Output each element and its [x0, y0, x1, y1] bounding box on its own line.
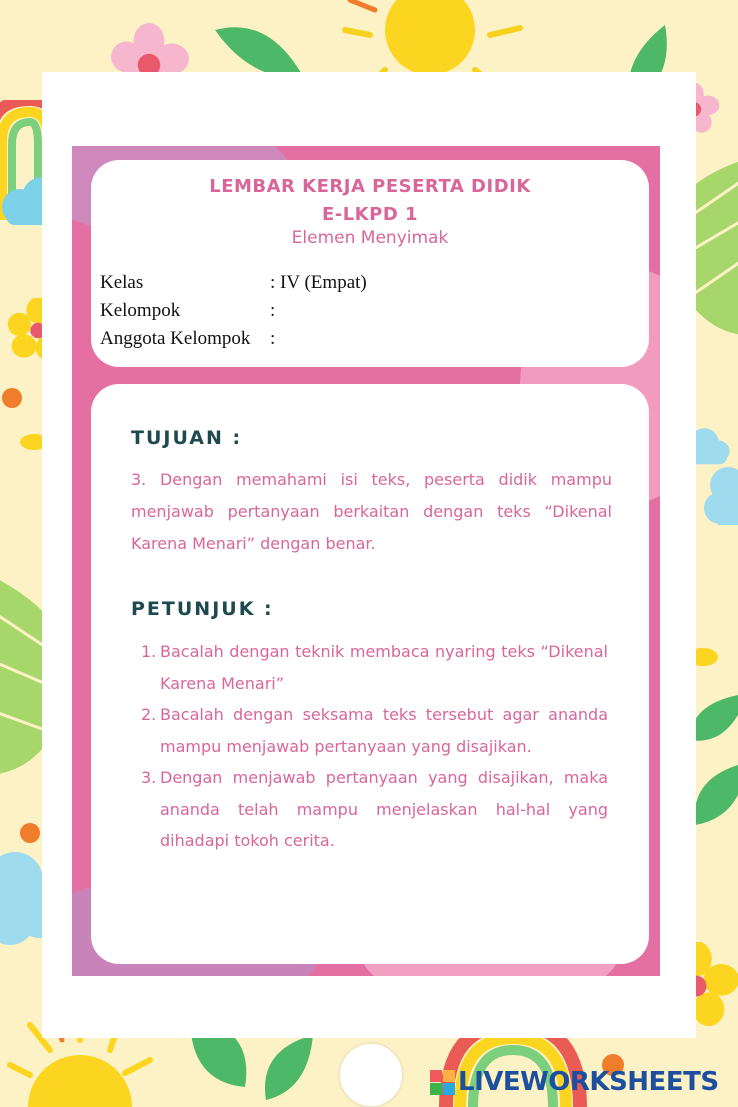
- info-row-kelas: [100, 272, 367, 294]
- orange-dot: [20, 823, 40, 843]
- cloud-blue-icon: [698, 460, 738, 530]
- tujuan-heading: TUJUAN :: [131, 427, 243, 449]
- list-item: 2. Bacalah dengan seksama teks tersebut agar ananda mampu menjawab pertanyaan yang disajikan.: [141, 705, 608, 756]
- info-label: Kelas: [100, 272, 144, 293]
- petunjuk-list: [143, 636, 608, 857]
- info-row-anggota: [100, 328, 275, 350]
- worksheet-code: E-LKPD 1: [321, 204, 419, 225]
- header-card: [91, 160, 649, 367]
- info-row-kelompok: [100, 300, 275, 322]
- petunjuk-heading: PETUNJUK :: [131, 598, 274, 620]
- leaf-green-icon: [690, 765, 738, 825]
- orange-dot: [2, 388, 22, 408]
- info-value: : IV (Empat): [270, 272, 367, 293]
- info-value: :: [270, 328, 276, 349]
- worksheet-title: LEMBAR KERJA PESERTA DIDIK: [209, 176, 531, 197]
- worksheet-subtitle: Elemen Menyimak: [291, 228, 449, 248]
- leaf-green-icon: [258, 1030, 318, 1100]
- content-card: [91, 384, 649, 964]
- info-label: Anggota Kelompok: [100, 328, 251, 349]
- list-item: 1. Bacalah dengan teknik membaca nyaring teks “Dikenal Karena Menari”: [141, 642, 608, 693]
- tujuan-text: 3. Dengan memahami isi teks, peserta didik mampu menjawab pertanyaan berkaitan dengan teks “Dikenal Karena Menari” dengan benar.: [131, 470, 612, 553]
- info-label: Kelompok: [100, 300, 181, 321]
- list-item: 3. Dengan menjawab pertanyaan yang disajikan, maka ananda telah mampu menjelaskan hal-hal yang dihadapi tokoh cerita.: [141, 768, 608, 850]
- logo-mark-icon: [430, 1070, 455, 1095]
- circle-outline-icon: [336, 1040, 406, 1107]
- info-value: :: [270, 300, 276, 321]
- liveworksheets-logo[interactable]: [430, 1066, 719, 1098]
- logo-text: LIVEWORKSHEETS: [458, 1067, 719, 1097]
- leaf-green-icon: [690, 695, 738, 745]
